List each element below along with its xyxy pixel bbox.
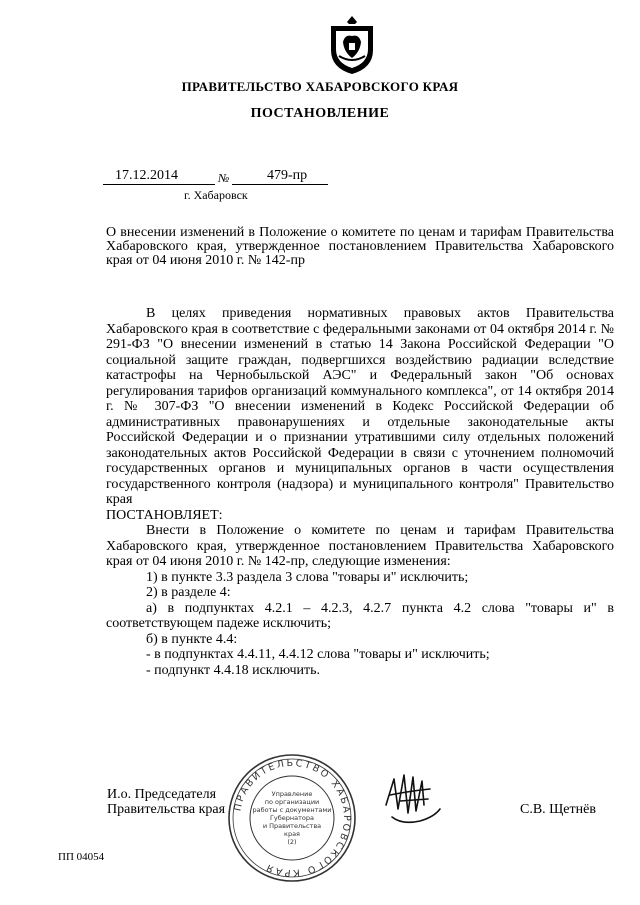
signatory-name: С.В. Щетнёв	[520, 802, 596, 817]
stamp-line: края	[284, 830, 300, 838]
stamp-outer-text: ПРАВИТЕЛЬСТВО ХАБАРОВСКОГО КРАЯ	[232, 757, 353, 879]
list-item: б) в пункте 4.4:	[146, 631, 238, 647]
position-line-2: Правительства края	[107, 802, 226, 817]
list-item: 2) в разделе 4:	[146, 585, 231, 600]
document-code: ПП 04054	[58, 851, 105, 863]
stamp-line: работы с документами	[252, 806, 332, 814]
stamp-line: Управление	[271, 790, 313, 798]
signatory-position	[107, 787, 225, 817]
date-underline	[103, 184, 215, 185]
list-item: - подпункт 4.4.18 исключить.	[146, 662, 321, 678]
document-date: 17.12.2014	[115, 168, 178, 183]
document-number: 479-пр	[267, 168, 308, 183]
document-type: ПОСТАНОВЛЕНИЕ	[250, 106, 390, 121]
khabarovsk-emblem-icon	[327, 14, 377, 76]
document-title: О внесении изменений в Положение о комитете по ценам и тарифам Правительства Хабаровского края, утвержденное постановлением Правительства Хабаровского края от 04 июня 2010 г. № 142-пр	[106, 225, 614, 268]
number-underline	[232, 184, 328, 185]
position-line-1: И.о. Председателя	[107, 787, 217, 802]
stamp-line: по организации	[264, 798, 320, 806]
list-item: а) в подпунктах 4.2.1 – 4.2.3, 4.2.7 пункта 4.2 слова "товары и" в соответствующем падеже исключить;	[106, 600, 614, 631]
official-stamp	[226, 752, 358, 884]
handwritten-signature-icon	[380, 765, 450, 835]
number-sign: №	[218, 171, 230, 185]
intro-paragraph: Внести в Положение о комитете по ценам и тарифам Правительства Хабаровского края, утвержденное постановлением Правительства Хабаровского края от 04 июня 2010 г. № 142-пр, следующие изменения:	[106, 523, 614, 569]
list-item: - в подпунктах 4.4.11, 4.4.12 слова "товары и" исключить;	[146, 647, 490, 662]
city: г. Хабаровск	[184, 188, 248, 202]
stamp-line: и Правительства	[262, 822, 322, 830]
stamp-line: Губернатора	[269, 814, 315, 822]
stamp-line: (2)	[287, 838, 297, 846]
preamble: В целях приведения нормативных правовых актов Правительства Хабаровского края в соответствие с федеральными законами от 04 октября 2014 г. № 291-ФЗ "О внесении изменений в статью 14 Закона Российской Федерации "О социальной защите граждан, подвергшихся воздействию радиации вследствие катастрофы на Чернобыльской АЭС" и Федеральный закон "Об основах регулирования тарифов организаций коммунального комплекса", от 14 октября 2014 г. № 307-ФЗ "О внесении изменений в Кодекс Российской Федерации об административных правонарушениях и отдельные законодательные акты Российской Федерации и о признании утратившими силу отдельных положений законодательных актов Российской Федерации в связи с уточнением полномочий государственных органов и муниципальных органов в части осуществления государственного контроля (надзора) и муниципального контроля" Правительство края	[106, 306, 614, 507]
decree-word: ПОСТАНОВЛЯЕТ:	[106, 507, 223, 523]
document-body	[106, 306, 614, 678]
list-item: 1) в пункте 3.3 раздела 3 слова "товары и" исключить;	[146, 569, 469, 585]
government-title: ПРАВИТЕЛЬСТВО ХАБАРОВСКОГО КРАЯ	[181, 79, 459, 94]
